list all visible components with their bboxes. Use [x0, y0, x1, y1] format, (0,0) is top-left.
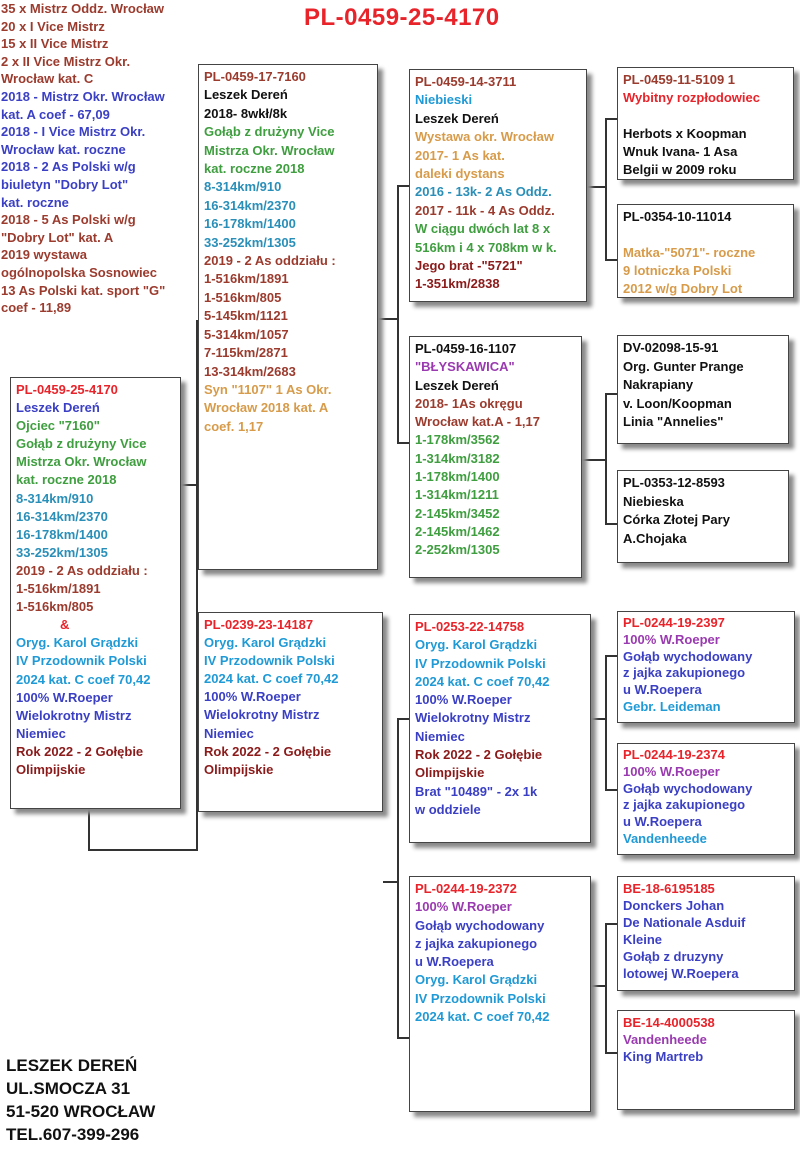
connector-line: [605, 923, 607, 1053]
pedigree-line: z jajka zakupionego: [623, 665, 746, 681]
pedigree-line: Córka Złotej Pary: [623, 512, 730, 527]
pedigree-line: "Dobry Lot" kat. A: [1, 229, 114, 245]
pedigree-line: [623, 107, 788, 125]
pedigree-line: 9 lotniczka Polski: [623, 263, 732, 278]
connector-line: [180, 484, 197, 486]
pedigree-line: PL-0459-25-4170: [16, 382, 118, 397]
pedigree-line: z jajka zakupionego: [415, 935, 538, 951]
pedigree-line: 16-314km/2370: [16, 508, 108, 524]
pedigree-line: Leszek Dereń: [415, 110, 499, 126]
connector-line: [397, 718, 409, 720]
pedigree-line: 2012 w/g Dobry Lot: [623, 281, 743, 296]
pedigree-line: PL-0354-10-11014: [623, 209, 732, 224]
connector-line: [591, 985, 606, 987]
pedigree-line: Belgii w 2009 roku: [623, 162, 737, 177]
connector-line: [605, 655, 607, 790]
pedigree-line: IV Przodownik Polski: [415, 990, 546, 1006]
pedigree-line: Wrocław kat. roczne: [1, 141, 126, 157]
pedigree-line: Jego brat -"5721": [415, 258, 523, 274]
pedigree-line: Wrocław kat.A - 1,17: [415, 414, 540, 430]
connector-line: [605, 789, 617, 791]
pedigree-line: Wrocław 2018 kat. A: [204, 400, 329, 416]
pedigree-line: 8-314km/910: [204, 179, 282, 195]
pedigree-line: Brat "10489" - 2x 1k: [415, 783, 538, 799]
pedigree-line: u W.Roepera: [623, 682, 702, 698]
sire-card: [198, 64, 378, 570]
pedigree-line: 35 x Mistrz Oddz. Wrocław: [1, 1, 165, 16]
pedigree-line: 2019 - 2 As oddziału :: [16, 562, 148, 578]
dam-card: [198, 612, 383, 812]
dam-sire-dam-card: [617, 743, 795, 855]
pedigree-line: Gebr. Leideman: [623, 698, 721, 714]
pedigree-line: Nakrapiany: [623, 377, 694, 392]
sire-sire-card: [409, 69, 587, 302]
pedigree-line: Wrocław kat. C: [1, 71, 94, 87]
pedigree-line: 16-178km/1400: [16, 526, 108, 542]
pedigree-line: Gołąb z drużyny Vice: [204, 124, 335, 140]
pedigree-title: PL-0459-25-4170: [304, 4, 500, 31]
pedigree-line: Gołąb wychodowany: [623, 648, 753, 664]
pedigree-line: Kleine: [623, 932, 663, 947]
pedigree-line: DV-02098-15-91: [623, 340, 719, 355]
pedigree-line: coef - 11,89: [1, 300, 72, 316]
pedigree-line: Rok 2022 - 2 Gołębie: [415, 747, 543, 763]
pedigree-line: 2018 - Mistrz Okr. Wrocław: [1, 88, 165, 104]
pedigree-line: PL-0239-23-14187: [204, 617, 314, 632]
connector-line: [605, 1052, 617, 1054]
dam-sire-sire-card: [617, 611, 795, 723]
pedigree-line: 2024 kat. C coef 70,42: [415, 673, 550, 689]
pedigree-line: 2024 kat. C coef 70,42: [415, 1009, 550, 1025]
pedigree-line: 1-178km/1400: [415, 469, 500, 485]
pedigree-line: PL-0459-11-5109 1: [623, 72, 736, 87]
pedigree-line: Herbots x Koopman: [623, 126, 747, 141]
address-line: UL.SMOCZA 31: [6, 1079, 131, 1098]
pedigree-line: 516km i 4 x 708km w k.: [415, 239, 557, 255]
connector-line: [605, 523, 617, 525]
pedigree-line: Olimpijskie: [204, 761, 274, 777]
pedigree-line: Niemiec: [204, 725, 254, 741]
pedigree-line: 13-314km/2683: [204, 363, 296, 379]
connector-line: [397, 1037, 409, 1039]
pedigree-line: PL-0459-17-7160: [204, 69, 306, 84]
pedigree-line: Gołąb wychodowany: [415, 917, 545, 933]
pedigree-line: Niemiec: [16, 725, 66, 741]
pedigree-line: 1-314km/1211: [415, 487, 499, 503]
pedigree-line: v. Loon/Koopman: [623, 395, 732, 411]
connector-line: [605, 923, 617, 925]
connector-line: [591, 718, 606, 720]
pedigree-line: kat. roczne: [1, 194, 69, 210]
sire-dam-card: [409, 336, 582, 578]
pedigree-line: Vandenheede: [623, 830, 707, 846]
pedigree-line: 1-351km/2838: [415, 276, 500, 292]
pedigree-line: Rok 2022 - 2 Gołębie: [204, 743, 332, 759]
pedigree-line: Matka-"5071"- roczne: [623, 245, 756, 260]
pedigree-line: 2018- 8wkł/8k: [204, 105, 288, 121]
pedigree-line: 2017 - 11k - 4 As Oddz.: [415, 202, 555, 218]
pedigree-line: Wybitny rozpłodowiec: [623, 90, 760, 105]
pedigree-line: 2-145km/3452: [415, 505, 500, 521]
pedigree-line: 1-314km/3182: [415, 450, 500, 466]
pedigree-line: 2017- 1 As kat.: [415, 147, 505, 163]
pedigree-line: 15 x II Vice Mistrz: [1, 36, 109, 52]
connector-line: [397, 185, 399, 443]
pedigree-line: Olimpijskie: [415, 765, 485, 781]
pedigree-line: De Nationale Asduif: [623, 915, 746, 930]
pedigree-line: A.Chojaka: [623, 530, 687, 546]
pedigree-line: [623, 226, 788, 244]
pedigree-line: 2018 - 2 As Polski w/g: [1, 159, 136, 175]
sire-dam-dam-card: [617, 470, 789, 563]
pedigree-line: BE-14-4000538: [623, 1015, 715, 1030]
connector-line: [605, 393, 607, 524]
pedigree-line: Mistrza Okr. Wrocław: [204, 142, 335, 158]
connector-line: [605, 118, 617, 120]
pedigree-line: kat. A coef - 67,09: [1, 106, 110, 122]
pedigree-line: 1-516km/1891: [16, 581, 101, 597]
pedigree-line: Donckers Johan: [623, 898, 725, 913]
pedigree-line: Gołąb wychodowany: [623, 780, 753, 796]
pedigree-line: Wystawa okr. Wrocław: [415, 129, 554, 145]
pedigree-line: 13 As Polski kat. sport "G": [1, 282, 166, 298]
dam-sire-card: [409, 614, 591, 843]
pedigree-line: Wnuk Ivana- 1 Asa: [623, 144, 738, 159]
address-line: 51-520 WROCŁAW: [6, 1102, 156, 1121]
sire-dam-sire-card: [617, 335, 789, 444]
pedigree-line: IV Przodownik Polski: [204, 653, 335, 669]
pedigree-line: u W.Roepera: [623, 814, 702, 830]
pedigree-line: 16-314km/2370: [204, 197, 296, 213]
address-line: LESZEK DEREŃ: [6, 1056, 138, 1075]
pedigree-line: daleki dystans: [415, 166, 505, 182]
pedigree-line: Oryg. Karol Grądzki: [415, 637, 538, 653]
pedigree-line: Leszek Dereń: [415, 377, 499, 393]
pedigree-line: z jajka zakupionego: [623, 797, 746, 813]
pedigree-line: Niebieska: [623, 493, 684, 509]
pedigree-line: kat. roczne 2018: [16, 472, 117, 488]
pedigree-line: 33-252km/1305: [204, 234, 296, 250]
pedigree-line: IV Przodownik Polski: [16, 653, 147, 669]
connector-line: [605, 259, 617, 261]
connector-line: [397, 718, 399, 1038]
pedigree-line: 2018- 1As okręgu: [415, 395, 523, 411]
connector-line: [88, 808, 90, 850]
pedigree-line: Linia "Annelies": [623, 414, 724, 429]
pedigree-line: w oddziele: [415, 801, 481, 817]
pedigree-line: PL-0244-19-2372: [415, 881, 517, 896]
pedigree-line: Syn "1107" 1 As Okr.: [204, 381, 332, 397]
pedigree-line: Vandenheede: [623, 1032, 707, 1047]
pedigree-line: 2-145km/1462: [415, 523, 500, 539]
pedigree-line: Wielokrotny Mistrz: [204, 707, 320, 723]
pedigree-line: PL-0253-22-14758: [415, 619, 525, 634]
pedigree-line: 100% W.Roeper: [415, 692, 512, 708]
pedigree-line: Leszek Dereń: [204, 87, 288, 103]
connector-line: [383, 881, 398, 883]
pedigree-line: biuletyn "Dobry Lot": [1, 176, 129, 192]
pedigree-line: Gołąb z druzyny: [623, 949, 724, 964]
pedigree-line: Wielokrotny Mistrz: [16, 707, 132, 723]
pedigree-line: u W.Roepera: [415, 954, 494, 970]
breeder-address: [6, 1054, 155, 1146]
pedigree-line: 5-145km/1121: [204, 308, 288, 324]
pedigree-line: Ojciec "7160": [16, 418, 100, 434]
pedigree-line: 20 x I Vice Mistrz: [1, 18, 105, 34]
pedigree-line: Wielokrotny Mistrz: [415, 710, 531, 726]
connector-line: [582, 459, 606, 461]
pedigree-line: Oryg. Karol Grądzki: [204, 635, 327, 651]
pedigree-line: Org. Gunter Prange: [623, 358, 744, 374]
pedigree-line: 100% W.Roeper: [623, 763, 720, 779]
pedigree-line: ogólnopolska Sosnowiec: [1, 264, 158, 280]
pedigree-line: Niebieski: [415, 92, 473, 108]
pedigree-line: "BŁYSKAWICA": [415, 359, 515, 375]
pedigree-line: 7-115km/2871: [204, 345, 288, 361]
pedigree-line: 33-252km/1305: [16, 544, 108, 560]
pedigree-line: 2 x II Vice Mistrz Okr.: [1, 53, 131, 69]
pedigree-line: 2024 kat. C coef 70,42: [204, 671, 339, 687]
pedigree-line: coef. 1,17: [204, 418, 264, 434]
pedigree-line: 2018 - 5 As Polski w/g: [1, 212, 136, 228]
connector-line: [605, 393, 617, 395]
main-pigeon-card: [10, 377, 181, 809]
sire-sire-dam-card: [617, 204, 794, 298]
pedigree-line: King Martreb: [623, 1049, 704, 1064]
connector-line: [397, 442, 409, 444]
pedigree-line: Oryg. Karol Grądzki: [415, 972, 538, 988]
connector-line: [586, 186, 606, 188]
pedigree-line: 100% W.Roeper: [204, 689, 301, 705]
dam-dam-sire-card: [617, 876, 795, 991]
pedigree-line: Gołąb z drużyny Vice: [16, 436, 147, 452]
pedigree-line: 1-178km/3562: [415, 432, 500, 448]
pedigree-line: 100% W.Roeper: [16, 689, 113, 705]
pedigree-line: 1-516km/805: [16, 599, 94, 615]
pedigree-line: PL-0459-16-1107: [415, 341, 517, 356]
achievements-list: [1, 0, 201, 317]
connector-line: [605, 655, 617, 657]
address-line: TEL.607-399-296: [6, 1125, 140, 1144]
pedigree-line: kat. roczne 2018: [204, 161, 305, 177]
pedigree-line: lotowej W.Roepera: [623, 966, 739, 981]
pedigree-line: 2-252km/1305: [415, 542, 500, 558]
pedigree-line: Olimpijskie: [16, 761, 86, 777]
pedigree-line: PL-0459-14-3711: [415, 74, 517, 89]
pedigree-line: PL-0244-19-2397: [623, 615, 725, 630]
pedigree-line: 1-516km/1891: [204, 271, 289, 287]
pedigree-line: Mistrza Okr. Wrocław: [16, 454, 147, 470]
pedigree-line: 2024 kat. C coef 70,42: [16, 671, 151, 687]
pedigree-line: 1-516km/805: [204, 289, 282, 305]
connector-line: [88, 849, 197, 851]
pedigree-line: 5-314km/1057: [204, 326, 289, 342]
pedigree-line: PL-0353-12-8593: [623, 475, 725, 490]
pedigree-line: 2019 wystawa: [1, 247, 88, 263]
pedigree-line: Leszek Dereń: [16, 400, 100, 416]
pedigree-line: W ciągu dwóch lat 8 x: [415, 221, 551, 237]
connector-line: [397, 185, 409, 187]
pedigree-line: IV Przodownik Polski: [415, 655, 546, 671]
pedigree-line: 100% W.Roeper: [623, 631, 720, 647]
connector-line: [605, 118, 607, 260]
pedigree-line: 8-314km/910: [16, 490, 94, 506]
pedigree-line: 2018 - I Vice Mistrz Okr.: [1, 124, 146, 140]
pedigree-line: Rok 2022 - 2 Gołębie: [16, 743, 144, 759]
pedigree-line: 100% W.Roeper: [415, 899, 512, 915]
pedigree-line: PL-0244-19-2374: [623, 747, 725, 762]
sire-sire-sire-card: [617, 67, 794, 180]
dam-dam-dam-card: [617, 1010, 795, 1110]
dam-dam-card: [409, 876, 591, 1112]
pedigree-line: 16-178km/1400: [204, 216, 296, 232]
pedigree-line: &: [60, 617, 70, 633]
pedigree-line: 2019 - 2 As oddziału :: [204, 253, 336, 269]
pedigree-line: BE-18-6195185: [623, 881, 715, 896]
pedigree-line: Oryg. Karol Grądzki: [16, 635, 139, 651]
connector-line: [378, 318, 398, 320]
pedigree-line: 2016 - 13k- 2 As Oddz.: [415, 184, 552, 200]
pedigree-line: Niemiec: [415, 728, 465, 744]
